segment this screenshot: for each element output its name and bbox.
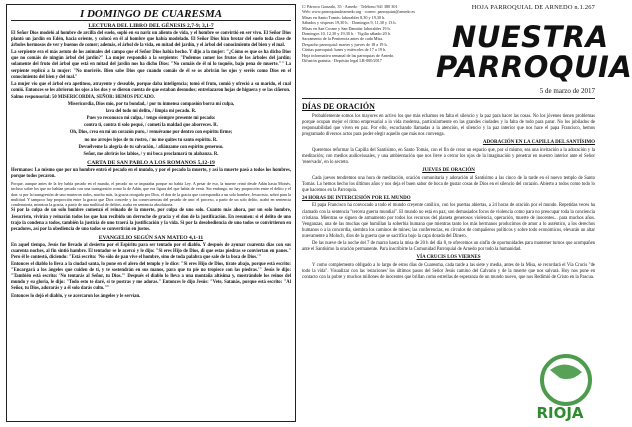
parish-info-box <box>302 4 420 66</box>
info-line: Sacramento de la Penitencia antes de cada Misa. <box>302 36 384 42</box>
gospel-para-2: Entonces el diablo lo lleva a la ciudad santa, lo pone en el alero del templo y le dice: "Si eres Hijo de Dios, tírate abajo, porque está escrito: "Encargará a los ángeles que cuiden de ti, y te sostendrán en sus manos, para que tu pie no tropiece con las piedras.'" Jesús le dijo: "También está escrito: 'No tentarás al Señor, tu Dios.'" Después el diablo lo lleva a una montaña altísima y, mostrándole los reinos del mundo y su gloria, le dijo: "Todo esto te daré, si te postras y me adoras." Entonces le dijo Jesús: "Vete, Satanás, porque está escrito: "Al Señor, tu Dios, adorarás y a él solo darás culto."" <box>11 262 291 292</box>
sunday-title: I DOMINGO DE CUARESMA <box>11 8 291 21</box>
adoration-heading: ADORACIÓN EN LA CAPILLA DEL SANTÍSIMO <box>482 140 595 146</box>
info-line: Sábados y vísperas 19,30 h. · Domingos 9, 11,30 y 13 h. <box>302 20 397 26</box>
info-line: Web: www.parroquiasdearnedo.org · correo: parroquias@arnedo.es <box>302 9 416 15</box>
first-reading-para-2: La serpiente era el más astuto de los animales del campo que el Señor Dios había hecho. Y dijo a la mujer: "¿Cómo es que os ha dicho Dios que no comáis de ningún árbol del jardín?" La mujer respondió a la serpiente: "Podemos comer los frutos de los árboles del jardín; solamente del fruto del árbol que está en mitad del jardín nos ha dicho Dios: "No comáis de él ni lo toquéis, bajo pena de muerte."" La serpiente replicó a la mujer: "No moriréis. Bien sabe Dios que cuando comáis de él se os abrirán los ojos y seréis como Dios en el conocimiento del bien y del mal." <box>11 50 291 80</box>
first-reading-heading: LECTURA DEL LIBRO DEL GÉNESIS 2,7-9; 3,1-7 <box>88 23 214 29</box>
psalm-line: Misericordia, Dios mío, por tu bondad, / por tu inmensa compasión borra mi culpa, <box>67 102 235 108</box>
first-reading-para-1: El Señor Dios modeló al hombre de arcilla del suelo, sopló en su nariz un aliento de vida, y el hombre se convirtió en ser vivo. El Señor Dios plantó un jardín en Edén, hacia oriente, y colocó en él al hombre que había modelado. El Señor Dios hizo brotar del suelo toda clase de árboles hermosos de ver y buenos de comer; además, el árbol de la vida, en mitad del jardín, y el árbol del conocimiento del bien y el mal. <box>11 31 291 49</box>
masthead-parroquia: PARROQUIA <box>436 50 632 84</box>
info-line: C/ Párroco Gonzalo, 35 · Arnedo · Teléfono 941 380 301 <box>302 4 398 9</box>
second-reading-para-3: Si por la culpa de un solo hombre comenzó el reinado de la muerte, por culpa de uno solo. Cuanto más ahora, por un solo hombre, Jesucristo, vivirán y reinarán todos los que han recibido un derroche de gracia y el don de la justificación. En resumen: si el delito de uno trajo la condena a todos, también la justicia de uno traerá la justificación y la vida. Si por la desobediencia de uno todos se convirtieron en pecadores, así por la obediencia de uno todos se convertirán en justos. <box>11 208 291 232</box>
issue-date: 5 de marzo de 2017 <box>539 87 595 95</box>
info-line: Despacho parroquial: martes y jueves de 18 a 19 h. <box>302 41 388 47</box>
psalm-line: no me arrojes lejos de tu rostro, / no me quites tu santo espíritu. R. <box>84 137 218 143</box>
second-reading-para-2: Porque, aunque antes de la ley había pecado en el mundo, el pecado no se imputaba porque no había Ley. A pesar de eso, la muerte reinó desde Adán hasta Moisés, incluso sobre los que no habían pecado con una transgresión como la de Adán, que era figura del que había de venir. Sin embargo, no hay proporción entre el delito y el don: si por la transgresión de uno murieron todos, mucho más, la gracia otorgada por Dios, el don de la gracia que correspondía a un solo hombre, Jesucristo, sobró para la multitud. Y tampoco hay proporción entre la gracia que Dios concede y las consecuencias del pecado de uno: el proceso, a partir de un solo delito, acabó en sentencia condenatoria, mientras la gracia, a partir de una multitud de delitos, acaba en sentencia absolutoria. <box>11 180 291 208</box>
left-column <box>6 4 296 422</box>
psalm-line: Pues yo reconozco mi culpa, / tengo siempre presente mi pecado: <box>86 116 216 122</box>
psalm-line: contra ti, contra ti solo pequé, / cometí la maldad que aborreces. R. <box>84 123 218 129</box>
intercession-para-2: De las nueve de la noche del 7 de marzo hasta la misa de 20 h del día 8, te ofrecemos un sinfín de oportunidades para mantener turnos que acompañen ante el Santísimo la oración permanente. Para inscribirte la Comunidad Parroquial de Arnedo por todo la humanidad. <box>302 241 595 253</box>
logo-ring-icon <box>542 356 590 404</box>
bulletin-number: HOJA PARROQUIAL DE ARNEDO n.1.267 <box>471 4 595 11</box>
gospel-heading: EVANGELIO SEGÚN SAN MATEO 4,1-11 <box>98 234 204 241</box>
rioja-watermark-logo <box>520 352 600 424</box>
info-line: Cáritas parroquial: lunes y miércoles de 17 a 19 h. <box>302 47 387 53</box>
psalm-line: Devuélveme la alegría de tu salvación, / afiánzame con espíritu generoso. <box>78 144 224 150</box>
via-crucis-para: Y como complemento obligado a lo largo de estos días de Cuaresma, cada tarde a las siete y media, antes de la Misa, se recordará el Vía Crucis "de todo la vida". Visualizar con las 'estaciones' los últimos pasos del Señor Jesús camino del Calvario y de la muerte que nos salvará. Hoy nos pone en contacto con la pobre y muchos millones de inocentes que brillan como estrellas de esperanza de un mundo nuevo, que nos Redimió de Cristo en la Pascua. <box>302 262 595 280</box>
masthead-divider <box>302 98 595 99</box>
first-reading-para-3: La mujer vio que el árbol era apetitoso, atrayente y deseable, porque daba inteligencia; tomó el fruto, comió y ofreció a su marido, el cual comió. Entonces se les abrieron los ojos a los dos y se dieron cuenta de que estaban desnudos; entrelazaron hojas de higuera y se las ciñeron. <box>11 81 291 93</box>
second-reading-para-1: Hermanos: Lo mismo que por un hombre entró el pecado en el mundo, y por el pecado la muerte, y así la muerte pasó a todos los hombres, porque todos pecaron. <box>11 167 291 179</box>
adoration-para: Queremos reformar la Capilla del Santísimo, en Santo Tomás, con el fin de crear un espacio que, por sí mismo, sea una invitación a la adoración y la meditación; con medios audiovisuales, y una ambientación que nos lleve a cerrar los ojos de la imaginación y penetrar en nuestro interior ante el Señor 'reservado', en lo secreto. <box>302 147 595 166</box>
second-reading-heading: CARTA DE SAN PABLO A LOS ROMANOS 5,12-19 <box>87 159 215 166</box>
gospel-para-3: Entonces lo dejó el diablo, y se acercaron los ángeles y le servían. <box>11 293 141 299</box>
masthead-nuestra: NUESTRA <box>452 20 609 54</box>
intercession-heading: 24 HORAS DE INTERCESIÓN POR EL MUNDO <box>302 195 411 201</box>
thursdays-heading: JUEVES DE ORACIÓN <box>422 168 475 174</box>
info-line: Hoja informativa semanal de las parroquias de Arnedo. <box>302 52 395 58</box>
days-of-prayer-title: DÍAS DE ORACIÓN <box>302 102 375 111</box>
logo-text: RIOJA <box>536 404 584 422</box>
psalm-line: Oh, Dios, crea en mí un corazón puro, / renuévame por dentro con espíritu firme; <box>69 130 233 136</box>
psalm-line: Señor, me abrirás los labios, / y mi boca proclamará tu alabanza. R. <box>83 151 219 157</box>
info-line: Misas en Santo Tomás: laborables 8,30 y 19,30 h. <box>302 14 386 20</box>
info-line: Difusión gratuita · Depósito legal LR-000/2017 <box>302 58 382 64</box>
psalm-line: lava del todo mi delito, / limpia mi pecado. R. <box>105 109 197 115</box>
logo-leaf-icon <box>550 364 582 379</box>
info-line: Misas en San Cosme y San Damián: laborables 19 h. <box>302 25 391 31</box>
thursdays-para: Cada jueves tendremos una hora de meditación, oración comunitaria y adoración al Santísimo a las cinco de la tarde en el nuevo templo de Santo Tomás. Lo hemos hecho los últimos años y nos deja el buen sabor de boca de gustar cosas de Dios en el silencio del corazón. Abierto a todos como todo lo que hacemos en la Parroquia. <box>302 175 595 193</box>
intro-para: Probablemente somos los mayores en activo los que más echamos en falta el silencio y la paz para hacer las cosas. No los jóvenes tienen problemas porque ocupan mejor el ritmo empresarial a la vida moderna, particularmente en las grandes ciudades y la falta de todo para parar. No los jubilados de responsabilidad que viven en paz. Por ello, escuchando llamadas a la atención, el silencio y la paz interior que nos hace el papa Francisco, hemos programado diversos actos para poder elegir aquello que más nos convenga. <box>302 114 595 138</box>
intercession-para-1: El papa Francisco ha convocado a todo el mundo creyente católico, con los puertas abiertas, a 24 horas de oración por el mundo. Repetidas veces ha clamado con la sentencia "tercera guerra mundial". El mundo no está en paz; son demasiados focos de violencia como para no preocupar toda la conciencia cristiana. Mientras se siguen de armamento por todos los recursos del planeta generosos violencia, operación, muerte de inocentes... para muchos años. Venganzas, una de las muchas que humillan la soberbia humana que mientras tanto los más hermanos producimos de amor a lo auténtico, a los derechos humanos o a la concordia, siembra los caminos de mines; las conferencias, en círculos de compañeros políticos y sobre todo económicos, elevarán un altar nuevamente a Moloch, dios de la guerra que se sacrifica bajo la capa dorada del Dinero. <box>302 203 595 239</box>
via-crucis-heading: VÍA CRUCIS LOS VIERNES <box>416 255 481 261</box>
gospel-para-1: En aquel tiempo, Jesús fue llevado al desierto por el Espíritu para ser tentado por el diablo. Y después de ayunar cuarenta días con sus cuarenta noches, al fin sintió hambre. El tentador se le acercó y le dijo: "Si eres Hijo de Dios, di que estas piedras se conviertan en panes." Pero él le contestó, diciendo: "Está escrito: 'No sólo de pan vive el hombre, sino de toda palabra que sale de la boca de Dios.'" <box>11 242 291 261</box>
psalm-label: Salmo responsorial: 50 MISERICORDIA, SEÑOR: HEMOS PECADO. <box>11 94 155 100</box>
info-line: Domingos 10, 12,30 y 19,30 h. · Vigilia sábado 20 h. <box>302 31 391 37</box>
